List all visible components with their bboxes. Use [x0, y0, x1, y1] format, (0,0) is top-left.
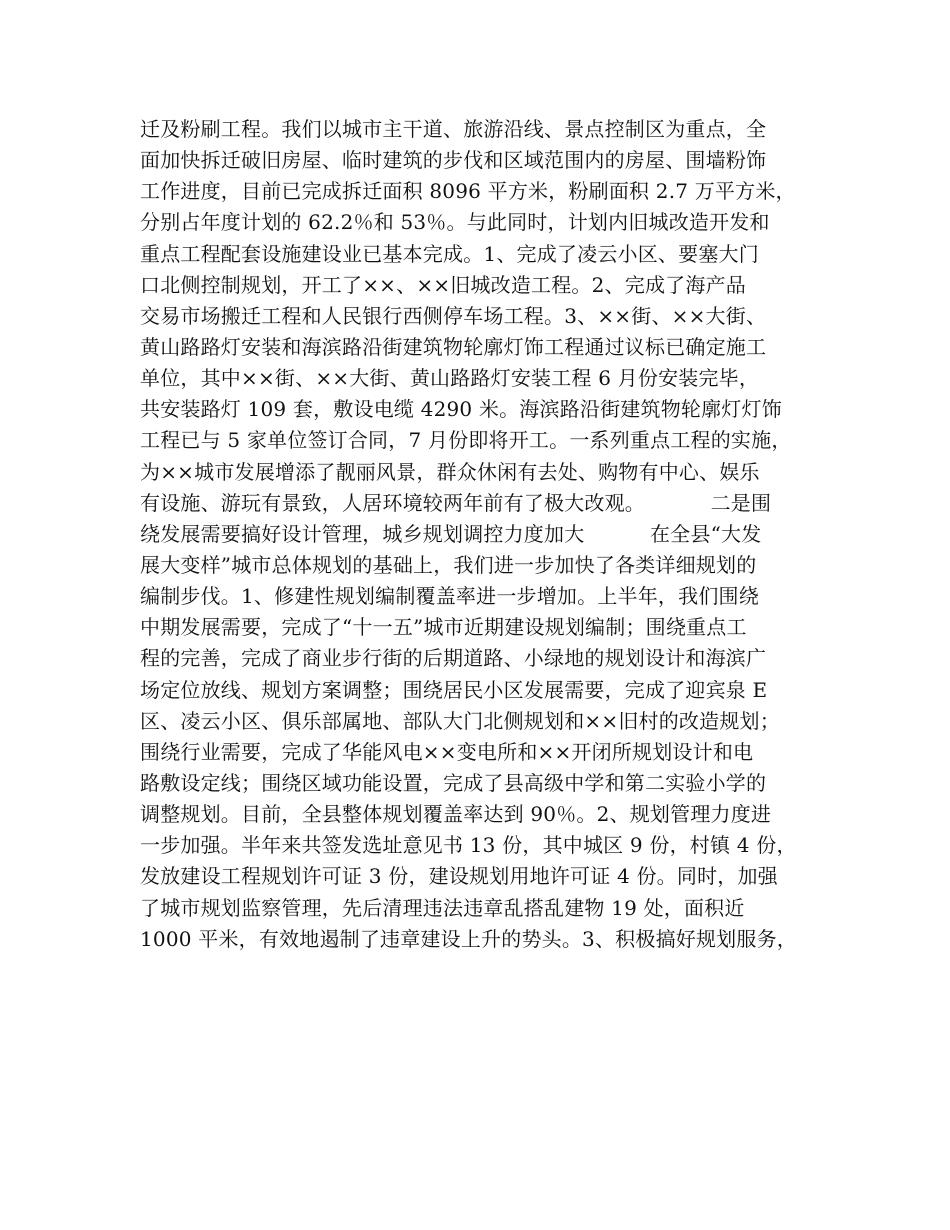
text-line: 绕发展需要搞好设计管理，城乡规划调控力度加大 在全县“大发: [140, 521, 762, 546]
text-line: 交易市场搬迁工程和人民银行西侧停车场工程。3、××街、××大街、: [140, 303, 767, 328]
text-line: 为××城市发展增添了靓丽风景，群众休闲有去处、购物有中心、娱乐: [140, 459, 760, 484]
text-line: 分别占年度计划的 62.2％和 53％。与此同时，计划内旧城改造开发和: [140, 210, 770, 235]
text-line: 中期发展需要，完成了“十一五”城市近期建设规划编制；围绕重点工: [140, 615, 747, 640]
text-line: 一步加强。半年来共签发选址意见书 13 份，其中城区 9 份，村镇 4 份，: [140, 833, 797, 858]
text-line: 迁及粉刷工程。我们以城市主干道、旅游沿线、景点控制区为重点，全: [140, 117, 767, 141]
text-line: 场定位放线、规划方案调整；围绕居民小区发展需要，完成了迎宾泉 E: [140, 677, 768, 702]
text-line: 1000 平米，有效地遏制了违章建设上升的势头。3、积极搞好规划服务，: [140, 926, 797, 951]
text-line: 调整规划。目前，全县整体规划覆盖率达到 90％。2、规划管理力度进: [140, 802, 772, 827]
text-line: 共安装路灯 109 套，敷设电缆 4290 米。海滨路沿街建筑物轮廓灯灯饰: [140, 397, 782, 422]
text-line: 工作进度，目前已完成拆迁面积 8096 平方米，粉刷面积 2.7 万平方米，: [140, 179, 796, 204]
text-line: 黄山路路灯安装和海滨路沿街建筑物轮廓灯饰工程通过议标已确定施工: [140, 334, 767, 359]
text-line: 有设施、游玩有景致，人居环境较两年前有了极大改观。 二是围: [140, 490, 772, 515]
text-line: 展大变样”城市总体规划的基础上，我们进一步加快了各类详细规划的: [140, 552, 757, 577]
text-line: 程的完善，完成了商业步行街的后期道路、小绿地的规划设计和海滨广: [140, 646, 767, 671]
text-line: 重点工程配套设施建设业已基本完成。1、完成了凌云小区、要塞大门: [140, 241, 759, 266]
text-line: 区、凌云小区、俱乐部属地、部队大门北侧规划和××旧村的改造规划；: [140, 708, 780, 733]
text-line: 面加快拆迁破旧房屋、临时建筑的步伐和区域范围内的房屋、围墙粉饰: [140, 148, 767, 173]
text-line: 工程已与 5 家单位签订合同，7 月份即将开工。一系列重点工程的实施，: [140, 428, 792, 453]
text-line: 路敷设定线；围绕区域功能设置，完成了县高级中学和第二实验小学的: [140, 770, 767, 795]
text-line: 编制步伐。1、修建性规划编制覆盖率进一步增加。上半年，我们围绕: [140, 584, 759, 609]
text-line: 单位，其中××街、××大街、黄山路路灯安装工程 6 月份安装完毕，: [140, 366, 760, 391]
text-line: 围绕行业需要，完成了华能风电××变电所和××开闭所规划设计和电: [140, 739, 754, 764]
text-line: 发放建设工程规划许可证 3 份，建设规划用地许可证 4 份。同时，加强: [140, 864, 778, 889]
text-line: 了城市规划监察管理，先后清理违法违章乱搭乱建物 19 处，面积近: [140, 895, 745, 920]
text-line: 口北侧控制规划，开工了××、××旧城改造工程。2、完成了海产品: [140, 272, 746, 297]
body-text: [140, 114, 840, 955]
